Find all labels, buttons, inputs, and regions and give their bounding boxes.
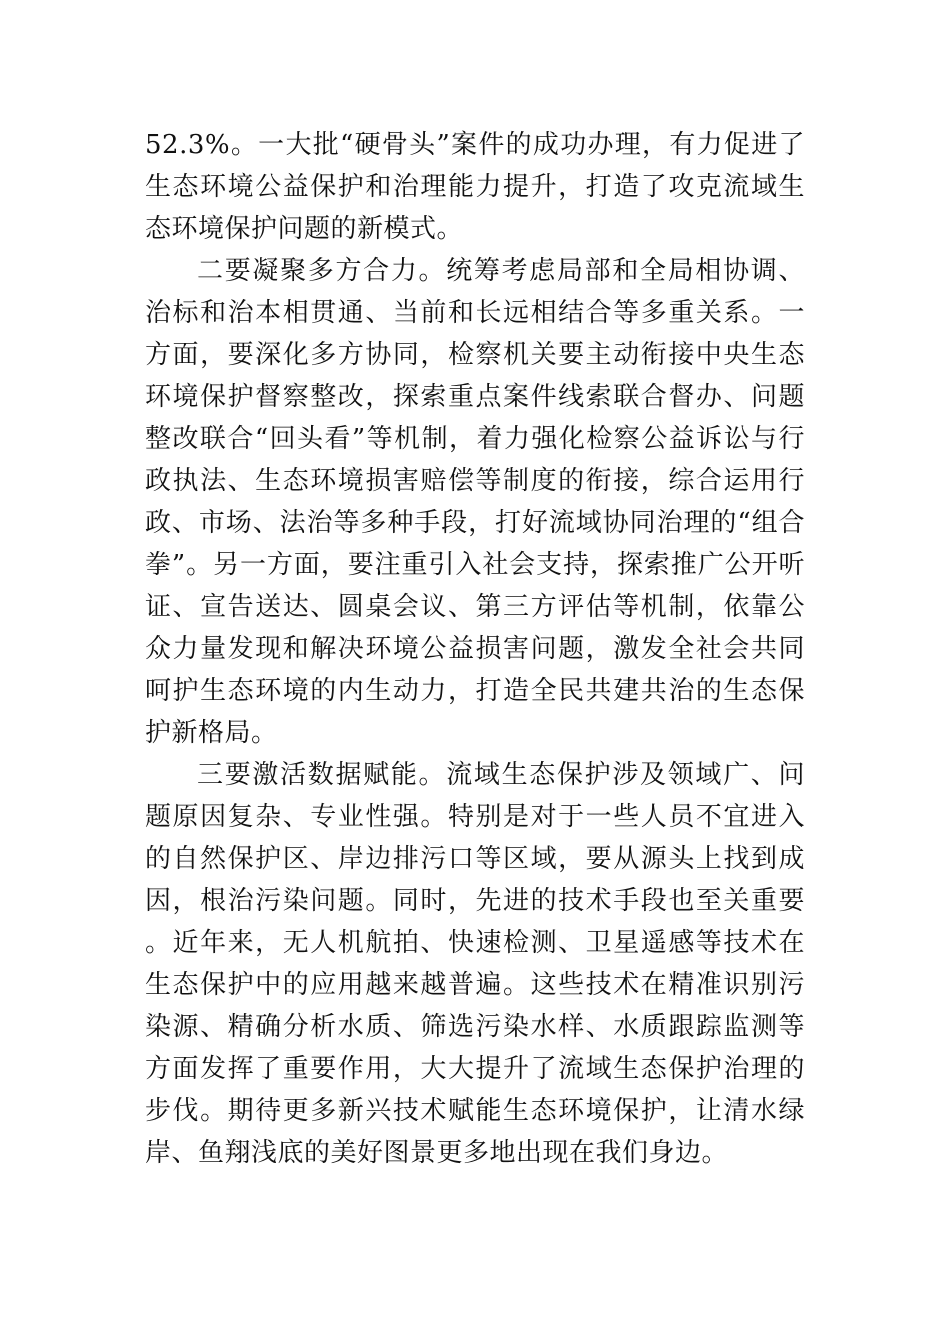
paragraph-multi-party-cooperation: 二要凝聚多方合力。统筹考虑局部和全局相协调、治标和治本相贯通、当前和长远相结合等多重关系。一方面，要深化多方协同，检察机关要主动衔接中央生态环境保护督察整改，探索重点案件线索联合督办、问题整改联合“回头看”等机制，着力强化检察公益诉讼与行政执法、生态环境损害赔偿等制度的衔接，综合运用行政、市场、法治等多种手段，打好流域协同治理的“组合拳”。另一方面，要注重引入社会支持，探索推广公开听证、宣告送达、圆桌会议、第三方评估等机制，依靠公众力量发现和解决环境公益损害问题，激发全社会共同呵护生态环境的内生动力，打造全民共建共治的生态保护新格局。 xyxy=(145,256,805,748)
paragraph-data-empowerment: 三要激活数据赋能。流域生态保护涉及领域广、问题原因复杂、专业性强。特别是对于一些人员不宜进入的自然保护区、岸边排污口等区域，要从源头上找到成因，根治污染问题。同时，先进的技术手段也至关重要。近年来，无人机航拍、快速检测、卫星遥感等技术在生态保护中的应用越来越普遍。这些技术在精准识别污染源、精确分析水质、筛选污染水样、水质跟踪监测等方面发挥了重要作用，大大提升了流域生态保护治理的步伐。期待更多新兴技术赋能生态环境保护，让清水绿岸、鱼翔浅底的美好图景更多地出现在我们身边。 xyxy=(145,760,805,1168)
document-page xyxy=(145,124,805,1174)
paragraph-continuation: 52.3%。一大批“硬骨头”案件的成功办理，有力促进了生态环境公益保护和治理能力提升，打造了攻克流域生态环境保护问题的新模式。 xyxy=(145,130,805,244)
